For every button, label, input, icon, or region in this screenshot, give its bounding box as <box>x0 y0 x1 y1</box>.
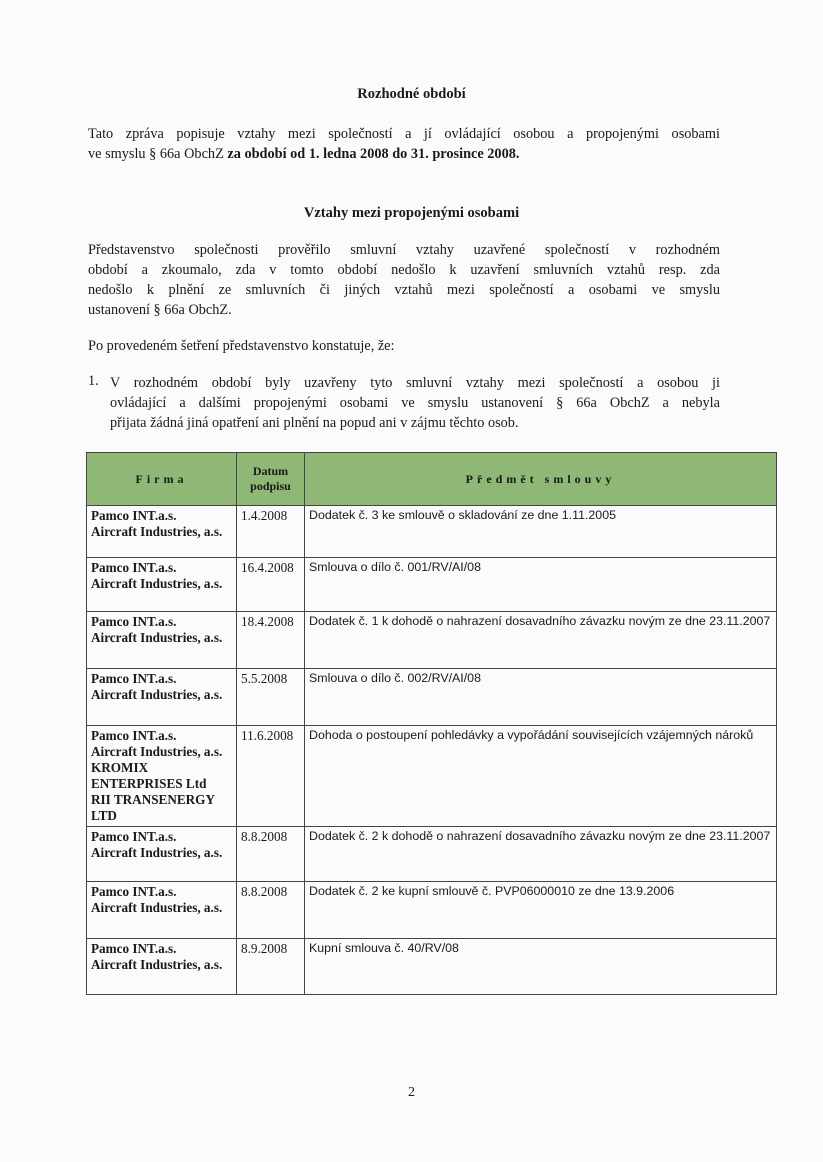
firm-name: Aircraft Industries, a.s. <box>91 576 223 591</box>
header-firm-label: Firma <box>135 471 188 486</box>
table-row <box>87 827 777 882</box>
firm-name: Pamco INT.a.s. <box>91 671 177 686</box>
table-row <box>87 612 777 669</box>
subject-cell: Kupní smlouva č. 40/RV/08 <box>305 939 777 995</box>
firm-name: Pamco INT.a.s. <box>91 560 177 575</box>
firm-name: RII TRANSENERGY <box>91 792 215 807</box>
heading-related-parties: Vztahy mezi propojenými osobami <box>303 205 520 221</box>
board-line-1: Představenstvo společnosti prověřilo smluvní vztahy uzavřené společností v rozhodném <box>88 242 720 258</box>
firm-cell <box>87 726 237 827</box>
date-cell: 5.5.2008 <box>237 669 305 726</box>
firm-name: Pamco INT.a.s. <box>91 884 177 899</box>
table-row <box>87 882 777 939</box>
firm-name: Pamco INT.a.s. <box>91 728 177 743</box>
subject-cell: Dodatek č. 1 k dohodě o nahrazení dosavadního závazku novým ze dne 23.11.2007 <box>305 612 777 669</box>
subject-cell: Dodatek č. 2 k dohodě o nahrazení dosavadního závazku novým ze dne 23.11.2007 <box>305 827 777 882</box>
table-row <box>87 506 777 558</box>
firm-cell <box>87 939 237 995</box>
firm-cell <box>87 558 237 612</box>
date-cell: 8.9.2008 <box>237 939 305 995</box>
firm-name: Pamco INT.a.s. <box>91 614 177 629</box>
firm-name: LTD <box>91 808 117 823</box>
firm-name: Aircraft Industries, a.s. <box>91 630 223 645</box>
firm-name: Pamco INT.a.s. <box>91 829 177 844</box>
subject-cell: Smlouva o dílo č. 001/RV/AI/08 <box>305 558 777 612</box>
date-cell: 11.6.2008 <box>237 726 305 827</box>
firm-name: Pamco INT.a.s. <box>91 941 177 956</box>
date-cell: 16.4.2008 <box>237 558 305 612</box>
date-cell: 1.4.2008 <box>237 506 305 558</box>
firm-name: Aircraft Industries, a.s. <box>91 845 223 860</box>
firm-cell <box>87 882 237 939</box>
table-header-row <box>87 453 777 506</box>
finding-line: Po provedeném šetření představenstvo konstatuje, že: <box>88 338 395 354</box>
table-row <box>87 726 777 827</box>
heading-decisive-period: Rozhodné období <box>357 86 466 102</box>
table-row <box>87 558 777 612</box>
intro-line-1: Tato zpráva popisuje vztahy mezi společností a jí ovládající osobou a propojenými osobami <box>88 126 720 142</box>
firm-name: Aircraft Industries, a.s. <box>91 687 223 702</box>
board-paragraph <box>88 240 720 320</box>
header-date-line-1: Datum <box>252 464 289 478</box>
board-line-4: ustanovení § 66a ObchZ. <box>88 302 232 318</box>
firm-name: Pamco INT.a.s. <box>91 508 177 523</box>
header-date-line-2: podpisu <box>250 479 291 493</box>
firm-name: Aircraft Industries, a.s. <box>91 744 223 759</box>
page-number: 2 <box>408 1085 415 1100</box>
intro-paragraph <box>88 124 720 164</box>
header-subject <box>305 453 777 506</box>
firm-name: ENTERPRISES Ltd <box>91 776 207 791</box>
firm-cell <box>87 669 237 726</box>
list-number: 1. <box>88 373 99 389</box>
intro-line-2-text: ve smyslu § 66a ObchZ <box>88 146 228 162</box>
firm-name: KROMIX <box>91 760 149 775</box>
date-cell: 8.8.2008 <box>237 882 305 939</box>
table-row <box>87 939 777 995</box>
list-item-1-line-3: přijata žádná jiná opatření ani plnění na popud ani v zájmu těchto osob. <box>110 415 519 431</box>
firm-name: Aircraft Industries, a.s. <box>91 524 223 539</box>
firm-cell <box>87 506 237 558</box>
header-firm <box>87 453 237 506</box>
date-cell: 18.4.2008 <box>237 612 305 669</box>
date-cell: 8.8.2008 <box>237 827 305 882</box>
header-date <box>237 453 305 506</box>
finding-paragraph <box>88 336 720 356</box>
list-item-1-line-2: ovládající a dalšími propojenými osobami ve smyslu ustanovení § 66a ObchZ a nebyla <box>110 395 720 411</box>
list-item-1-line-1: V rozhodném období byly uzavřeny tyto smluvní vztahy mezi společností a osobou ji <box>110 375 720 391</box>
firm-name: Aircraft Industries, a.s. <box>91 900 223 915</box>
table-row <box>87 669 777 726</box>
intro-line-2 <box>88 144 720 164</box>
subject-cell: Dodatek č. 3 ke smlouvě o skladování ze dne 1.11.2005 <box>305 506 777 558</box>
header-subject-label: Předmět smlouvy <box>465 471 616 486</box>
board-line-2: období a zkoumalo, zda v tomto období nedošlo k uzavření smluvních vztahů resp. zda <box>88 262 720 278</box>
list-item-1 <box>110 373 720 433</box>
firm-cell <box>87 612 237 669</box>
board-line-3: nedošlo k plnění ze smluvních či jiných vztahů mezi společností a osobami ve smyslu <box>88 282 720 298</box>
subject-cell: Smlouva o dílo č. 002/RV/AI/08 <box>305 669 777 726</box>
contracts-table <box>86 452 777 995</box>
firm-cell <box>87 827 237 882</box>
subject-cell: Dodatek č. 2 ke kupní smlouvě č. PVP06000010 ze dne 13.9.2006 <box>305 882 777 939</box>
intro-period-bold: za období od 1. ledna 2008 do 31. prosince 2008. <box>227 146 520 162</box>
subject-cell: Dohoda o postoupení pohledávky a vypořádání souvisejících vzájemných nároků <box>305 726 777 827</box>
firm-name: Aircraft Industries, a.s. <box>91 957 223 972</box>
